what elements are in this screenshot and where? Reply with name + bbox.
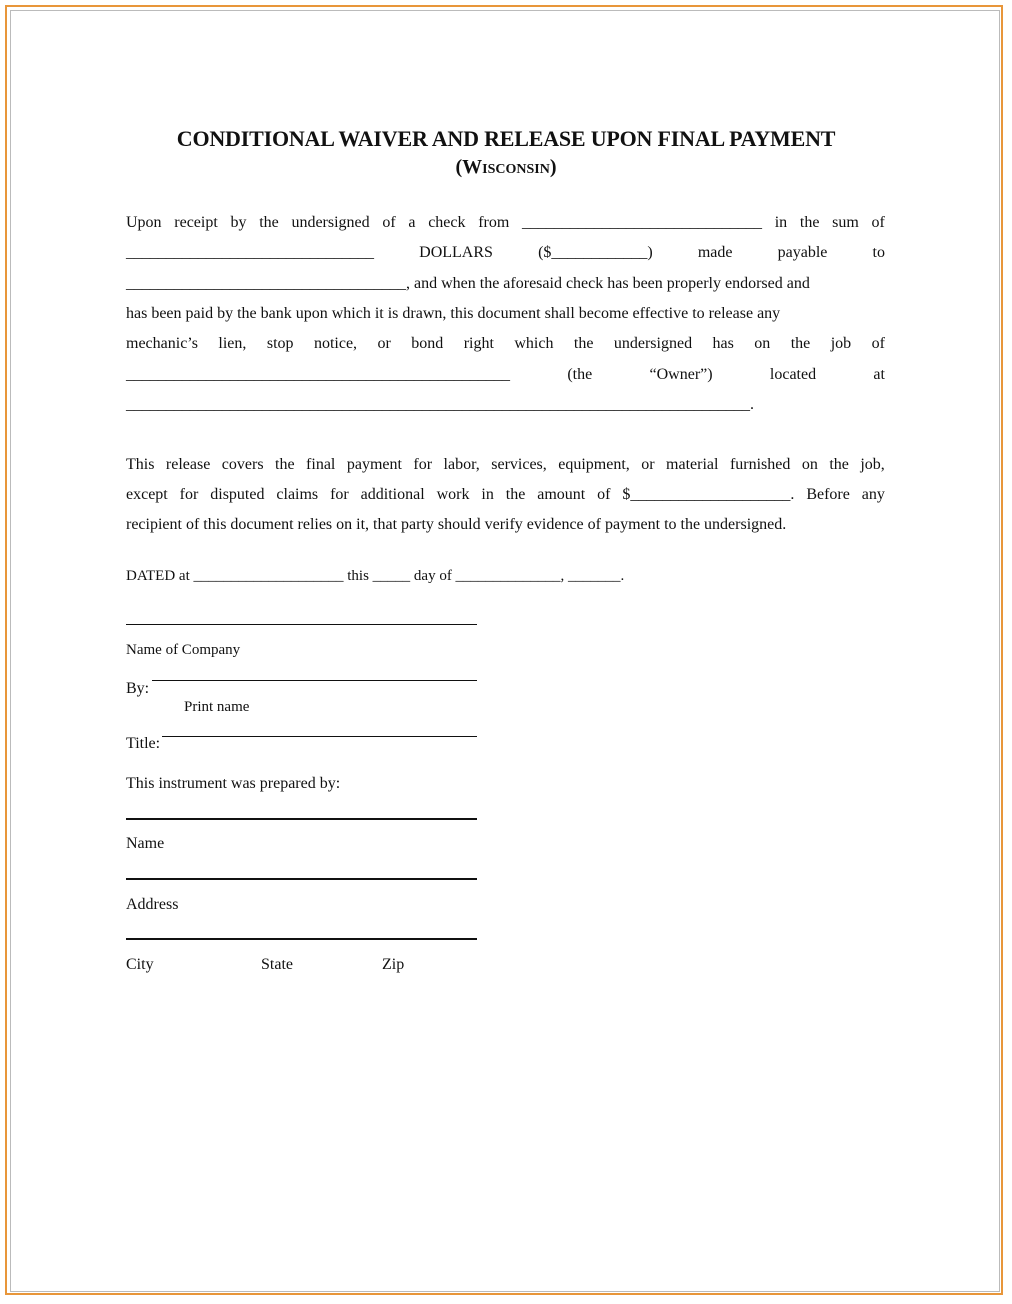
city-label: City bbox=[126, 956, 154, 973]
word: claims bbox=[276, 486, 319, 503]
word: a bbox=[408, 214, 416, 231]
word: (the bbox=[567, 366, 593, 383]
print-name-label: Print name bbox=[184, 699, 250, 715]
word: on bbox=[801, 456, 818, 473]
word: of bbox=[871, 214, 885, 231]
paragraph1-line7-text: ______________________________________________________________________________. bbox=[126, 396, 754, 413]
word: amount bbox=[537, 486, 586, 503]
title-field[interactable] bbox=[162, 736, 477, 737]
word: to bbox=[872, 244, 885, 261]
company-name-label: Name of Company bbox=[126, 642, 241, 658]
preparer-address-field[interactable] bbox=[126, 878, 477, 880]
preparer-city-state-zip-field[interactable] bbox=[126, 938, 477, 940]
word: ($____________) bbox=[538, 244, 653, 261]
word: ______________________________ bbox=[522, 214, 763, 231]
title-label: Title: bbox=[126, 735, 161, 752]
word: in bbox=[481, 486, 494, 503]
word: covers bbox=[221, 456, 264, 473]
word: from bbox=[478, 214, 510, 231]
word: the bbox=[573, 335, 594, 352]
word: of bbox=[871, 335, 885, 352]
paragraph1-line5 bbox=[126, 335, 885, 353]
word: $____________________. bbox=[622, 486, 795, 503]
paragraph2-line1 bbox=[126, 456, 885, 474]
word: equipment, bbox=[558, 456, 630, 473]
word: for bbox=[413, 456, 433, 473]
word: in bbox=[774, 214, 788, 231]
word: undersigned bbox=[613, 335, 693, 352]
word: for bbox=[179, 486, 199, 503]
word: stop bbox=[266, 335, 294, 352]
word: _______________________________ bbox=[126, 244, 374, 261]
document-subtitle: (Wisconsin) bbox=[455, 156, 557, 178]
word: sum bbox=[832, 214, 859, 231]
word: labor, bbox=[443, 456, 480, 473]
word: services, bbox=[491, 456, 547, 473]
word: has bbox=[712, 335, 734, 352]
paragraph1-line7 bbox=[126, 396, 885, 414]
word: This bbox=[126, 456, 155, 473]
paragraph2-line3 bbox=[126, 516, 885, 534]
word: of bbox=[382, 214, 396, 231]
word: the bbox=[505, 486, 526, 503]
document-title: CONDITIONAL WAIVER AND RELEASE UPON FINAL PAYMENT bbox=[176, 126, 836, 151]
word: at bbox=[873, 366, 885, 383]
word: except bbox=[126, 486, 168, 503]
word: or bbox=[377, 335, 391, 352]
word: the bbox=[275, 456, 295, 473]
preparer-name-field[interactable] bbox=[126, 818, 477, 820]
word: the bbox=[829, 456, 849, 473]
word: undersigned bbox=[291, 214, 370, 231]
word: on bbox=[754, 335, 771, 352]
word: or bbox=[641, 456, 655, 473]
preparer-address-label: Address bbox=[126, 896, 179, 913]
word: job, bbox=[860, 456, 885, 473]
word: of bbox=[597, 486, 611, 503]
word: notice, bbox=[313, 335, 358, 352]
word: job bbox=[830, 335, 852, 352]
paragraph1-line3 bbox=[126, 275, 885, 293]
word: disputed bbox=[210, 486, 265, 503]
word: check bbox=[428, 214, 466, 231]
word: “Owner”) bbox=[649, 366, 713, 383]
paragraph1-line3-text: ___________________________________, and when the aforesaid check has been properly endorsed and bbox=[126, 275, 810, 292]
word: lien, bbox=[218, 335, 247, 352]
word: any bbox=[861, 486, 885, 503]
word: the bbox=[259, 214, 279, 231]
word: furnished bbox=[729, 456, 791, 473]
word: additional bbox=[360, 486, 425, 503]
word: material bbox=[666, 456, 719, 473]
paragraph1-line6 bbox=[126, 366, 885, 384]
word: bond bbox=[411, 335, 444, 352]
word: Upon bbox=[126, 214, 162, 231]
paragraph2-line2 bbox=[126, 486, 885, 504]
word: right bbox=[463, 335, 494, 352]
preparer-name-label: Name bbox=[126, 835, 165, 852]
by-label: By: bbox=[126, 680, 150, 697]
word: payable bbox=[777, 244, 828, 261]
word: receipt bbox=[174, 214, 218, 231]
word: Before bbox=[806, 486, 850, 503]
word: payment bbox=[346, 456, 402, 473]
word: by bbox=[230, 214, 247, 231]
paragraph1-line1 bbox=[126, 214, 885, 232]
word: the bbox=[799, 214, 820, 231]
paragraph1-line4 bbox=[126, 305, 885, 323]
zip-label: Zip bbox=[382, 956, 405, 973]
word: final bbox=[306, 456, 336, 473]
prepared-by-heading: This instrument was prepared by: bbox=[126, 775, 341, 792]
company-name-field[interactable] bbox=[126, 624, 477, 625]
word: DOLLARS bbox=[419, 244, 493, 261]
paragraph1-line4-text: has been paid by the bank upon which it is drawn, this document shall become effective to release any bbox=[126, 305, 781, 322]
word: located bbox=[769, 366, 817, 383]
word: mechanic’s bbox=[126, 335, 198, 352]
word: release bbox=[165, 456, 211, 473]
word: which bbox=[514, 335, 554, 352]
word: for bbox=[330, 486, 349, 503]
paragraph1-line2 bbox=[126, 244, 885, 262]
paragraph2-line3-text: recipient of this document relies on it, that party should verify evidence of payment to the undersigned. bbox=[126, 516, 787, 533]
word: the bbox=[790, 335, 811, 352]
word: made bbox=[697, 244, 733, 261]
state-label: State bbox=[261, 956, 293, 973]
dated-line: DATED at ____________________ this _____ day of ______________, _______. bbox=[126, 568, 625, 584]
word: ________________________________________________ bbox=[126, 366, 510, 383]
word: work bbox=[436, 486, 470, 503]
print-name-field[interactable] bbox=[152, 680, 477, 681]
